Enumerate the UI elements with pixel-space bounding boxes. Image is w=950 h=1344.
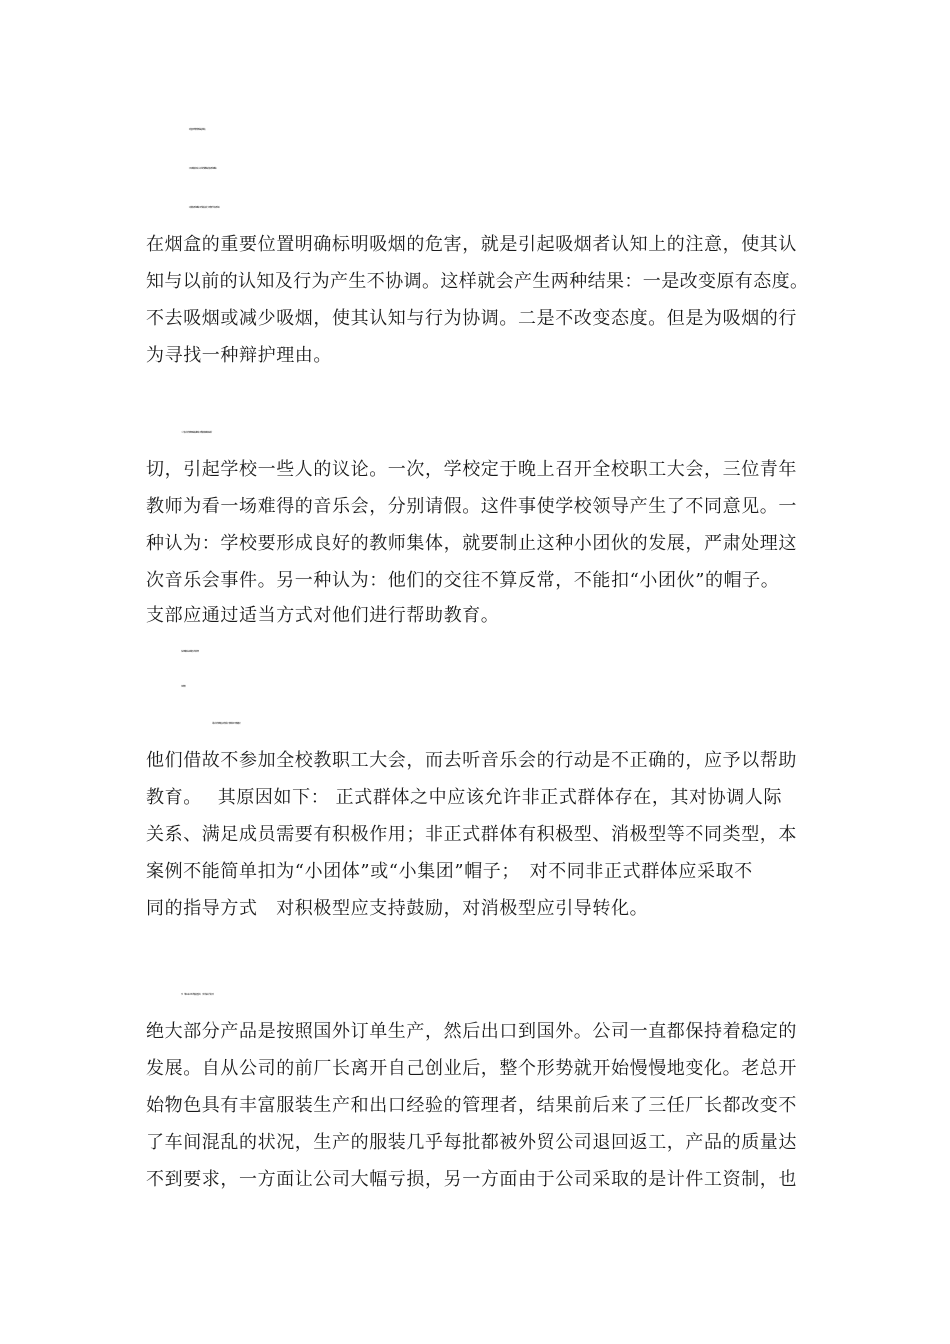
paragraph-line: 他们借故不参加全校教职工大会，而去听音乐会的行动是不正确的，应予以帮助: [146, 750, 797, 771]
reference-answer-heading: 参考答案: [181, 686, 186, 688]
paragraph-line: 绝大部分产品是按照国外订单生产，然后出口到国外。公司一直都保持着稳定的: [146, 1021, 797, 1042]
paragraph-line: 了车间混乱的状况，生产的服装几乎每批都被外贸公司退回返工，产品的质量达: [146, 1132, 797, 1153]
section-3-first-line: 三、某校三位青年教师同时进校任教 同住一间集体宿舍 业余时间关系密: [181, 432, 212, 434]
paragraph-line: 不去吸烟或减少吸烟，使其认知与行为协调。二是不改变态度。但是为吸烟的行: [146, 308, 797, 329]
paragraph-line: 教师为看一场难得的音乐会，分别请假。这件事使学校领导产生了不同意见。一: [146, 496, 797, 517]
paragraph-line: 为寻找一种辩护理由。: [146, 345, 332, 366]
answer-first-line: 该校三位青年教师的交往不算反常，不能简单扣上“小团伙”的帽子。: [212, 723, 242, 725]
paragraph-line: 同的指导方式 对积极型应支持鼓励，对消极型应引导转化。: [146, 898, 649, 919]
paragraph-line: 切，引起学校一些人的议论。一次，学校定于晚上召开全校职工大会，三位青年: [146, 459, 797, 480]
paragraph-line: 支部应通过适当方式对他们进行帮助教育。: [146, 605, 500, 626]
paragraph-line: 案例不能简单扣为“小团体”或“小集团”帽子； 对不同非正式群体应采取不: [146, 861, 753, 882]
statement-line-2: （ ）其心理依据主要是：关于态度改变理论中的认知不协调理论。: [188, 168, 217, 170]
statement-line-1: （ ）欧盟对于烟草的警示做法会有效的。: [188, 129, 206, 131]
question-line: 你认为哪种观点是正确的？请分析原因？: [181, 651, 200, 653]
paragraph-line: 教育。 其原因如下： 正式群体之中应该允许非正式群体存在，其对协调人际: [146, 787, 783, 808]
paragraph-line: 知与以前的认知及行为产生不协调。这样就会产生两种结果：一是改变原有态度。: [146, 271, 809, 292]
paragraph-line: 种认为：学校要形成良好的教师集体，就要制止这种小团伙的发展，严肃处理这: [146, 533, 797, 554]
paragraph-line: 始物色具有丰富服装生产和出口经验的管理者，结果前后来了三任厂长都改变不: [146, 1095, 797, 1116]
statement-line-3: （ ）根据认知不协调理论，要改变人的态度，先要使其产生认知不协调。: [188, 207, 220, 209]
paragraph-line: 次音乐会事件。另一种认为：他们的交往不算反常，不能扣“小团伙”的帽子。: [146, 570, 780, 591]
paragraph-line: 发展。自从公司的前厂长离开自己创业后，整个形势就开始慢慢地变化。老总开: [146, 1058, 797, 1079]
paragraph-line: 在烟盒的重要位置明确标明吸烟的危害，就是引起吸烟者认知上的注意，使其认: [146, 234, 797, 255]
paragraph-line: 不到要求，一方面让公司大幅亏损，另一方面由于公司采取的是计件工资制，也: [146, 1169, 797, 1190]
paragraph-line: 关系、满足成员需要有积极作用；非正式群体有积极型、消极型等不同类型，本: [146, 824, 797, 845]
section-4-first-line: 四、 有限公司是一家生产服装的中型企业，一部分产品是自产自销，而: [181, 994, 214, 996]
